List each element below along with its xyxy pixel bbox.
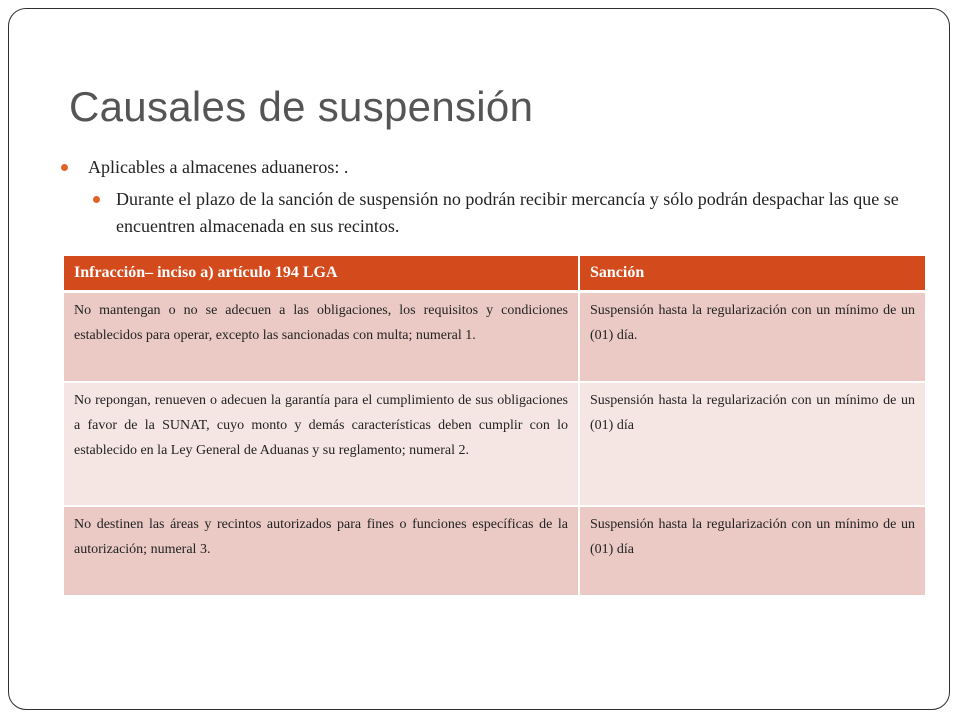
header-sancion: Sanción (579, 256, 926, 292)
table-header-row (64, 256, 926, 292)
cell-infraccion: No destinen las áreas y recintos autorizados para fines o funciones específicas de la autorización; numeral 3. (64, 506, 579, 596)
bullet-text: Aplicables a almacenes aduaneros: . (88, 157, 349, 177)
cell-sancion: Suspensión hasta la regularización con un mínimo de un (01) día. (579, 292, 926, 383)
header-infraccion: Infracción– inciso a) artículo 194 LGA (64, 256, 579, 292)
table-row (64, 292, 926, 383)
cell-infraccion: No repongan, renueven o adecuen la garantía para el cumplimiento de sus obligaciones a favor de la SUNAT, cuyo monto y demás características deben cumplir con lo establecido en la Ley General de Aduanas y su reglamento; numeral 2. (64, 382, 579, 506)
table-row (64, 382, 926, 506)
cell-sancion: Suspensión hasta la regularización con un mínimo de un (01) día (579, 382, 926, 506)
bullet-dot-icon (93, 196, 100, 203)
bullet-item (88, 154, 908, 181)
sub-bullet-text: Durante el plazo de la sanción de suspensión no podrán recibir mercancía y sólo podrán despachar las que se encuentren almacenada en sus recintos. (116, 189, 899, 236)
cell-infraccion: No mantengan o no se adecuen a las obligaciones, los requisitos y condiciones establecidos para operar, excepto las sancionadas con multa; numeral 1. (64, 292, 579, 383)
cell-sancion: Suspensión hasta la regularización con un mínimo de un (01) día (579, 506, 926, 596)
bullet-dot-icon (61, 164, 68, 171)
table-row (64, 506, 926, 596)
sanctions-table (64, 256, 927, 597)
sub-bullet-item (116, 186, 906, 240)
slide-title: Causales de suspensión (69, 83, 534, 130)
